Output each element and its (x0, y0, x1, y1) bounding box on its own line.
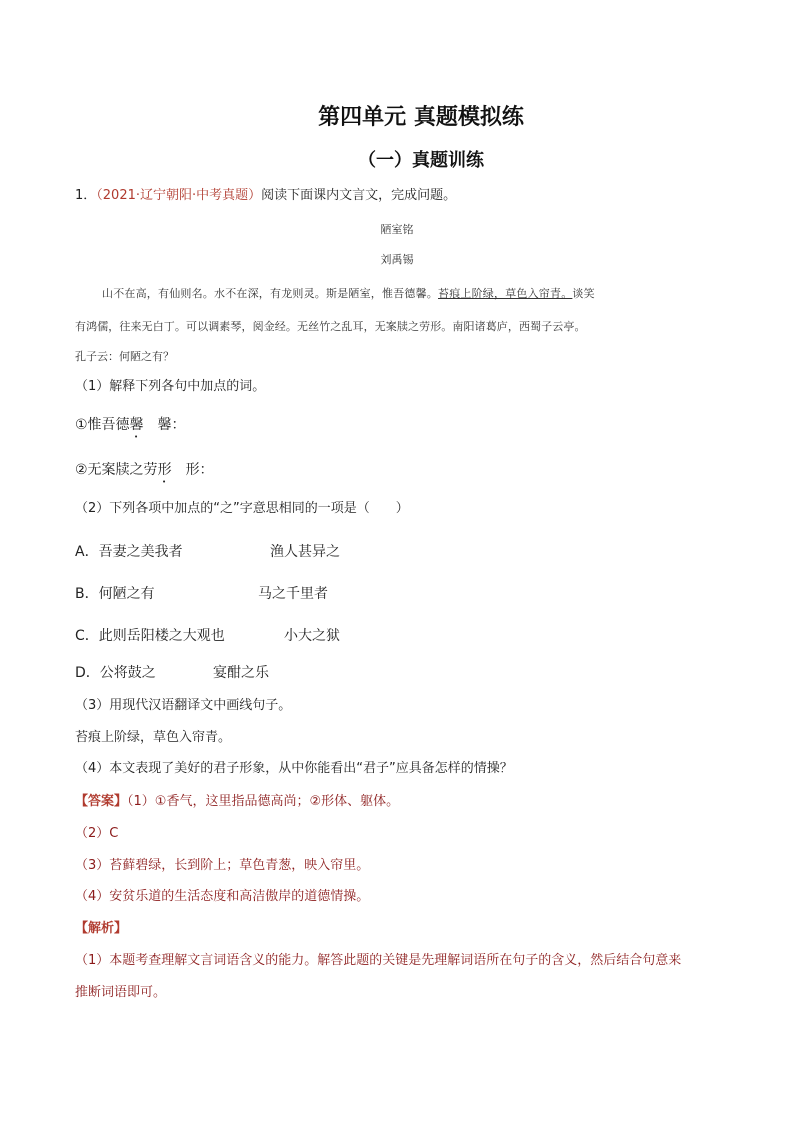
answer-blank-label: 馨： (157, 417, 186, 433)
option-b-right: 马之千里者 (258, 586, 328, 602)
option-d-right: 宴酣之乐 (213, 665, 269, 681)
sub1-item-1-text: ①惟吾德 (75, 417, 130, 433)
dotted-word: 形 (157, 462, 172, 478)
sub-question-2: （2）下列各项中加点的“之”字意思相同的一项是（ ） (75, 501, 409, 516)
answer-1: （1）①香气，这里指品德高尚；②形体、躯体。 (127, 794, 400, 809)
answer-label: 【答案】 (75, 794, 128, 809)
sub1-item-2 (75, 461, 214, 486)
text-line-2: 有鸿儒，往来无白丁。可以调素琴，阅金经。无丝竹之乱耳，无案牍之劳形。南阳诸葛庐，西蜀子云亭。 (75, 320, 586, 333)
text-line-3: 孔子云：何陋之有？ (75, 350, 174, 363)
dotted-word: 馨 (129, 417, 144, 433)
analysis-line-1: （1）本题考查理解文言词语含义的能力。解答此题的关键是先理解词语所在句子的含义，然后结合句意来 (75, 953, 682, 968)
answer-3: （3）苔藓碧绿，长到阶上；草色青葱，映入帘里。 (75, 858, 370, 873)
text-line-1-start: 山不在高，有仙则名。水不在深，有龙则灵。斯是陋室，惟吾德馨。 (102, 287, 438, 300)
question-number: 1． (75, 188, 97, 203)
question-prompt: 阅读下面课内文言文，完成问题。 (261, 188, 457, 203)
answer-4: （4）安贫乐道的生活态度和高洁傲岸的道德情操。 (75, 889, 370, 904)
question-header (75, 187, 456, 205)
underlined-sentence: 苔痕上阶绿，草色入帘青。 (438, 287, 573, 300)
text-title: 陋室铭 (380, 223, 414, 236)
section-subtitle: （一）真题训练 (358, 150, 484, 171)
answer-2: （2）C (75, 826, 119, 841)
analysis-label: 【解析】 (75, 921, 128, 936)
text-line-1-end: 谈笑 (572, 287, 595, 300)
text-line-1 (102, 285, 595, 301)
option-c-right: 小大之狱 (284, 628, 340, 644)
option-d-left: D．公将鼓之 (75, 665, 156, 681)
page-title: 第四单元 真题模拟练 (318, 104, 524, 130)
sub3-sentence: 苔痕上阶绿，草色入帘青。 (75, 730, 232, 745)
option-c-left: C．此则岳阳楼之大观也 (75, 628, 225, 644)
text-author: 刘禹锡 (380, 253, 414, 266)
option-a-right: 渔人甚异之 (270, 544, 340, 560)
analysis-line-2: 推断词语即可。 (75, 985, 167, 1000)
answer-blank-label: 形： (185, 462, 214, 478)
sub1-item-2-text: ②无案牍之劳 (75, 462, 158, 478)
question-source: （2021·辽宁朝阳·中考真题） (96, 188, 262, 203)
sub-question-4: （4）本文表现了美好的君子形象，从中你能看出“君子”应具备怎样的情操？ (75, 761, 513, 776)
sub-question-3: （3）用现代汉语翻译文中画线句子。 (75, 698, 292, 713)
option-a-left: A．吾妻之美我者 (75, 544, 183, 560)
sub-question-1: （1）解释下列各句中加点的词。 (75, 379, 266, 394)
sub1-item-1 (75, 416, 186, 441)
answer-line-1 (75, 793, 399, 811)
option-b-left: B．何陋之有 (75, 586, 155, 602)
